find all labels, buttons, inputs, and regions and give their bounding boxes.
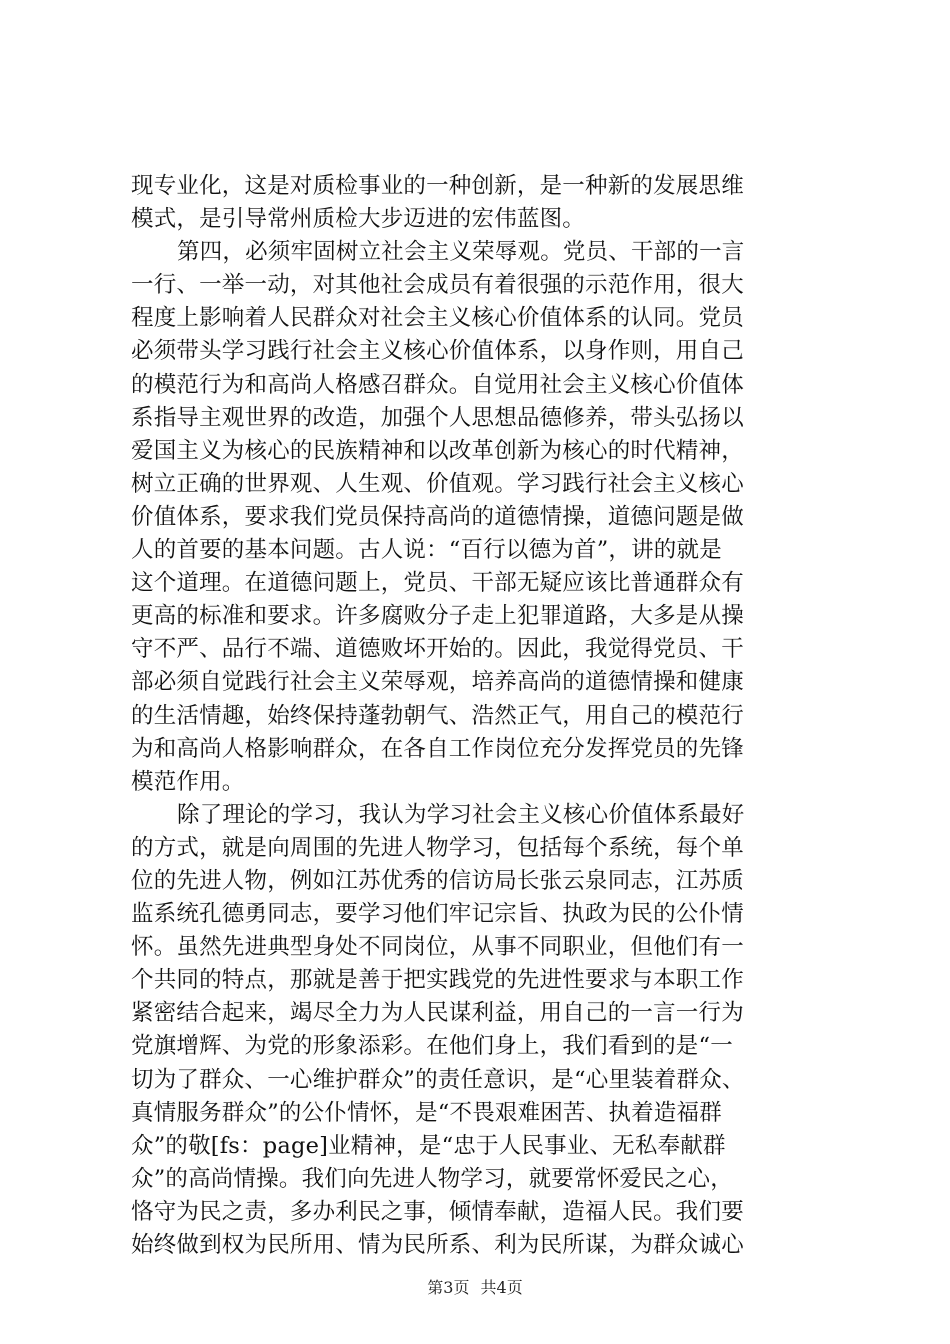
text-line: 的方式，就是向周围的先进人物学习，包括每个系统，每个单	[131, 834, 744, 861]
text-line: 守不严、品行不端、道德败坏开始的。因此，我觉得党员、干	[131, 636, 744, 663]
text-line: 这个道理。在道德问题上，党员、干部无疑应该比普通群众有	[131, 570, 744, 597]
page-total: 共4页	[480, 1278, 523, 1297]
text-line: 现专业化，这是对质检事业的一种创新，是一种新的发展思维	[131, 173, 744, 199]
text-line: 切为了群众、一心维护群众”的责任意识，是“心里装着群众、	[131, 1066, 745, 1093]
text-line: 为和高尚人格影响群众，在各自工作岗位充分发挥党员的先锋	[131, 735, 744, 762]
text-line: 程度上影响着人民群众对社会主义核心价值体系的认同。党员	[131, 305, 744, 332]
text-line: 紧密结合起来，竭尽全力为人民谋利益，用自己的一言一行为	[131, 1000, 744, 1027]
paragraph-start-line: 除了理论的学习，我认为学习社会主义核心价值体系最好	[177, 801, 745, 828]
text-line: 恪守为民之责，多办利民之事，倾情奉献，造福人民。我们要	[131, 1198, 744, 1225]
body-text	[131, 170, 831, 1262]
text-line: 真情服务群众”的公仆情怀，是“不畏艰难困苦、执着造福群	[131, 1099, 722, 1126]
text-line: 怀。虽然先进典型身处不同岗位，从事不同职业，但他们有一	[131, 934, 744, 961]
text-line: 的模范行为和高尚人格感召群众。自觉用社会主义核心价值体	[131, 371, 744, 398]
paragraph-start-line: 第四，必须牢固树立社会主义荣辱观。党员、干部的一言	[177, 239, 745, 266]
text-line: 模范作用。	[131, 768, 245, 795]
text-line: 必须带头学习践行社会主义核心价值体系，以身作则，用自己	[131, 338, 744, 365]
text-line: 众”的高尚情操。我们向先进人物学习，就要常怀爱民之心，	[131, 1165, 733, 1192]
text-line: 树立正确的世界观、人生观、价值观。学习践行社会主义核心	[131, 470, 744, 497]
text-line: 人的首要的基本问题。古人说：“百行以德为首”，讲的就是	[131, 537, 722, 564]
page-number: 第3页	[427, 1278, 470, 1297]
text-line: 部必须自觉践行社会主义荣辱观，培养高尚的道德情操和健康	[131, 669, 744, 696]
text-line: 始终做到权为民所用、情为民所系、利为民所谋，为群众诚心	[131, 1232, 744, 1258]
text-line: 位的先进人物，例如江苏优秀的信访局长张云泉同志，江苏质	[131, 867, 744, 894]
text-line: 系指导主观世界的改造，加强个人思想品德修养，带头弘扬以	[131, 404, 744, 431]
text-line: 个共同的特点，那就是善于把实践党的先进性要求与本职工作	[131, 967, 744, 994]
text-line: 监系统孔德勇同志，要学习他们牢记宗旨、执政为民的公仆情	[131, 901, 744, 928]
text-line: 模式，是引导常州质检大步迈进的宏伟蓝图。	[131, 206, 586, 233]
text-line: 价值体系，要求我们党员保持高尚的道德情操，道德问题是做	[131, 503, 744, 530]
text-line: 的生活情趣，始终保持蓬勃朝气、浩然正气，用自己的模范行	[131, 702, 744, 729]
text-line: 一行、一举一动，对其他社会成员有着很强的示范作用，很大	[131, 272, 744, 299]
text-line: 众”的敬[fs：page]业精神，是“忠于人民事业、无私奉献群	[131, 1132, 726, 1159]
text-line: 党旗增辉、为党的形象添彩。在他们身上，我们看到的是“一	[131, 1033, 733, 1060]
text-line: 更高的标准和要求。许多腐败分子走上犯罪道路，大多是从操	[131, 603, 744, 630]
page-footer	[0, 1275, 950, 1298]
text-line: 爱国主义为核心的民族精神和以改革创新为核心的时代精神，	[131, 437, 744, 464]
